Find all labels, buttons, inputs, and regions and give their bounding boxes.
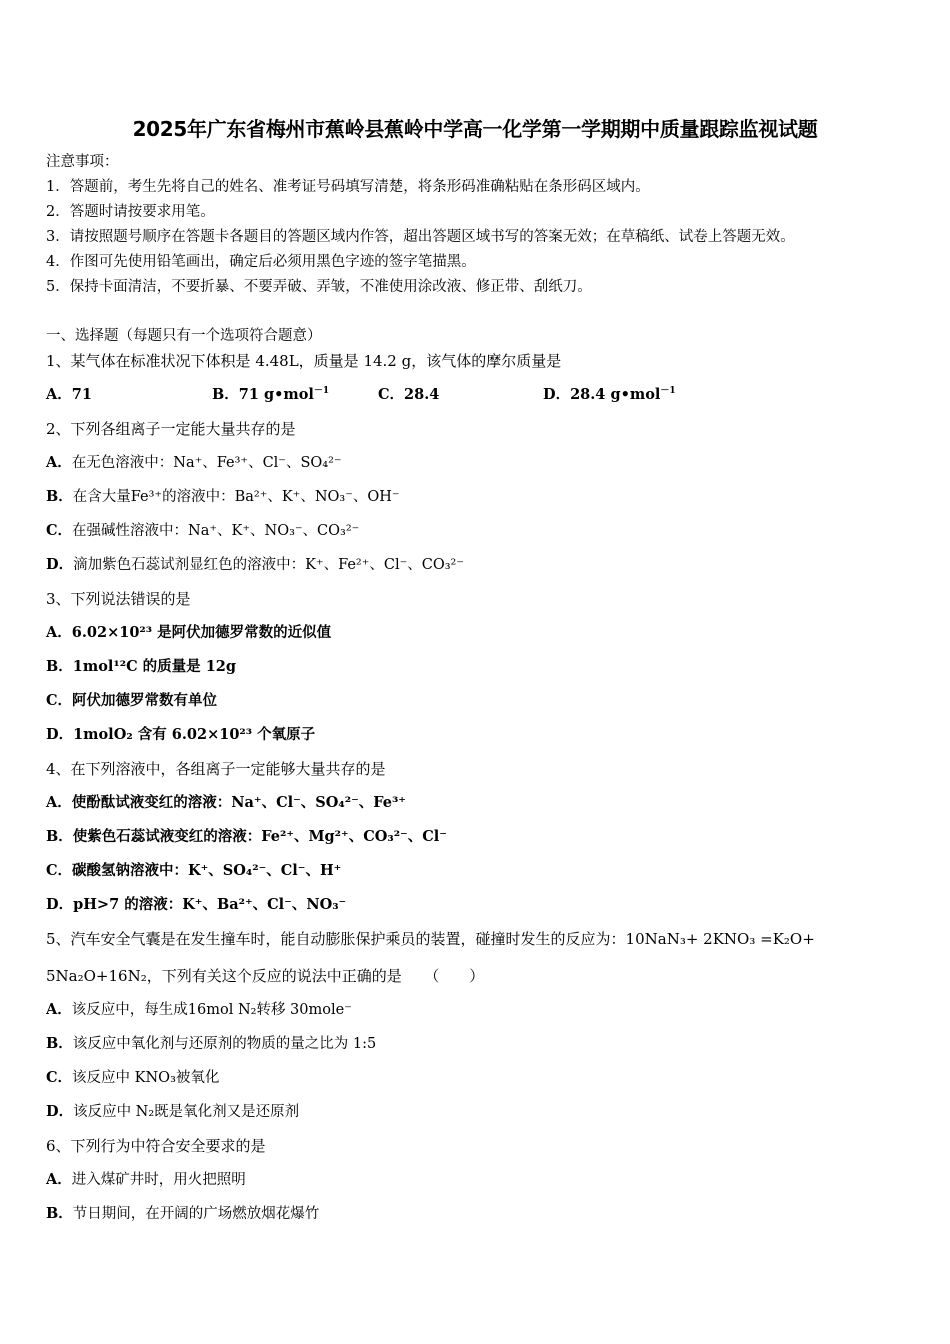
notice-item: 5．保持卡面清洁，不要折暴、不要弄破、弄皱，不准使用涂改液、修正带、刮纸刀。 bbox=[46, 279, 592, 295]
option-text: 该反应中 N₂既是氧化剂又是还原剂 bbox=[73, 1104, 300, 1120]
option-label: D． bbox=[46, 726, 74, 743]
notice-item: 3．请按照题号顺序在答题卡各题目的答题区域内作答，超出答题区域书写的答案无效；在草稿纸、试卷上答题无效。 bbox=[46, 229, 795, 245]
page-title: 2025年广东省梅州市蕉岭县蕉岭中学高一化学第一学期期中质量跟踪监视试题 bbox=[132, 117, 818, 141]
q2-option-d bbox=[46, 555, 464, 575]
option-label: D． bbox=[543, 386, 571, 403]
q3-option-c bbox=[46, 691, 217, 711]
notice-item: 1．答题前，考生先将自己的姓名、准考证号码填写清楚，将条形码准确粘贴在条形码区域内。 bbox=[46, 179, 650, 195]
option-text: 该反应中，每生成16mol N₂转移 30mole⁻ bbox=[71, 1002, 352, 1018]
option-text: 该反应中 KNO₃被氧化 bbox=[72, 1070, 220, 1086]
q5-option-d bbox=[46, 1102, 299, 1122]
option-text: 1mol¹²C 的质量是 12g bbox=[72, 658, 237, 675]
q5-option-c bbox=[46, 1068, 219, 1088]
q3-option-d bbox=[46, 725, 315, 745]
q2-option-c bbox=[46, 521, 359, 541]
option-text: 滴加紫色石蕊试剂显红色的溶液中：K⁺、Fe²⁺、Cl⁻、CO₃²⁻ bbox=[73, 557, 465, 573]
q4-option-d bbox=[46, 895, 346, 915]
option-text: pH>7 的溶液：K⁺、Ba²⁺、Cl⁻、NO₃⁻ bbox=[73, 896, 347, 913]
q4-option-c bbox=[46, 861, 341, 881]
option-label: A． bbox=[46, 454, 72, 471]
unit-superscript: －1 bbox=[660, 386, 676, 397]
option-text: 28.4 g•mol bbox=[570, 386, 661, 403]
question-4-stem: 4、在下列溶液中，各组离子一定能够大量共存的是 bbox=[46, 760, 386, 778]
option-label: A． bbox=[46, 794, 72, 811]
option-label: B． bbox=[46, 828, 73, 845]
option-text: 在含大量Fe³⁺的溶液中：Ba²⁺、K⁺、NO₃⁻、OH⁻ bbox=[72, 489, 400, 505]
question-6-stem: 6、下列行为中符合安全要求的是 bbox=[46, 1137, 266, 1155]
option-text: 28.4 bbox=[404, 386, 440, 403]
q3-option-a bbox=[46, 623, 331, 643]
option-text: 在强碱性溶液中：Na⁺、K⁺、NO₃⁻、CO₃²⁻ bbox=[72, 523, 360, 539]
option-label: C． bbox=[46, 862, 73, 879]
option-label: C． bbox=[378, 386, 405, 403]
q3-option-b bbox=[46, 657, 236, 677]
q1-option-a bbox=[46, 385, 92, 405]
option-label: C． bbox=[46, 522, 73, 539]
question-3-stem: 3、下列说法错误的是 bbox=[46, 590, 191, 608]
q4-option-b bbox=[46, 827, 447, 847]
option-text: 在无色溶液中：Na⁺、Fe³⁺、Cl⁻、SO₄²⁻ bbox=[71, 455, 342, 471]
q6-option-b bbox=[46, 1204, 319, 1224]
q2-option-b bbox=[46, 487, 400, 507]
option-label: B． bbox=[46, 1035, 73, 1052]
question-5-stem-line2: 5Na₂O+16N₂，下列有关这个反应的说法中正确的是 （ ） bbox=[46, 967, 485, 985]
option-label: A． bbox=[46, 624, 72, 641]
option-text: 1molO₂ 含有 6.02×10²³ 个氧原子 bbox=[73, 726, 316, 743]
notice-heading: 注意事项： bbox=[46, 154, 119, 170]
option-text: 节日期间，在开阔的广场燃放烟花爆竹 bbox=[72, 1206, 320, 1222]
option-label: D． bbox=[46, 1103, 74, 1120]
option-text: 71 g•mol bbox=[238, 386, 314, 403]
notice-item: 4．作图可先使用铅笔画出，确定后必须用黑色字迹的签字笔描黑。 bbox=[46, 254, 476, 270]
option-label: C． bbox=[46, 692, 73, 709]
option-label: B． bbox=[46, 658, 73, 675]
option-label: C． bbox=[46, 1069, 73, 1086]
notice-item: 2．答题时请按要求用笔。 bbox=[46, 204, 215, 220]
option-text: 71 bbox=[71, 386, 92, 403]
option-text: 该反应中氧化剂与还原剂的物质的量之比为 1:5 bbox=[72, 1036, 377, 1052]
option-text: 使紫色石蕊试液变红的溶液：Fe²⁺、Mg²⁺、CO₃²⁻、Cl⁻ bbox=[72, 828, 447, 845]
option-label: D． bbox=[46, 896, 74, 913]
option-text: 使酚酞试液变红的溶液：Na⁺、Cl⁻、SO₄²⁻、Fe³⁺ bbox=[71, 794, 406, 811]
option-label: D． bbox=[46, 556, 74, 573]
section-heading: 一、选择题（每题只有一个选项符合题意） bbox=[46, 328, 322, 344]
option-text: 进入煤矿井时，用火把照明 bbox=[71, 1172, 246, 1188]
option-label: A． bbox=[46, 386, 72, 403]
unit-superscript: －1 bbox=[313, 386, 330, 397]
option-text: 阿伏加德罗常数有单位 bbox=[72, 692, 218, 709]
q1-option-b bbox=[212, 385, 329, 405]
option-text: 6.02×10²³ 是阿伏加德罗常数的近似值 bbox=[71, 624, 332, 641]
q2-option-a bbox=[46, 453, 342, 473]
option-label: A． bbox=[46, 1171, 72, 1188]
q5-option-a bbox=[46, 1000, 352, 1020]
q5-option-b bbox=[46, 1034, 376, 1054]
q1-option-d bbox=[543, 385, 676, 405]
option-label: B． bbox=[46, 1205, 73, 1222]
question-5-stem-line1: 5、汽车安全气囊是在发生撞车时，能自动膨胀保护乘员的装置，碰撞时发生的反应为：10NaN₃+ 2KNO₃ =K₂O+ bbox=[46, 930, 815, 948]
q6-option-a bbox=[46, 1170, 246, 1190]
option-label: B． bbox=[212, 386, 239, 403]
option-label: B． bbox=[46, 488, 73, 505]
q4-option-a bbox=[46, 793, 406, 813]
question-1-stem: 1、某气体在标准状况下体积是 4.48L，质量是 14.2 g，该气体的摩尔质量是 bbox=[46, 352, 562, 370]
option-label: A． bbox=[46, 1001, 72, 1018]
question-2-stem: 2、下列各组离子一定能大量共存的是 bbox=[46, 420, 296, 438]
option-text: 碳酸氢钠溶液中：K⁺、SO₄²⁻、Cl⁻、H⁺ bbox=[72, 862, 342, 879]
q1-option-c bbox=[378, 385, 439, 405]
